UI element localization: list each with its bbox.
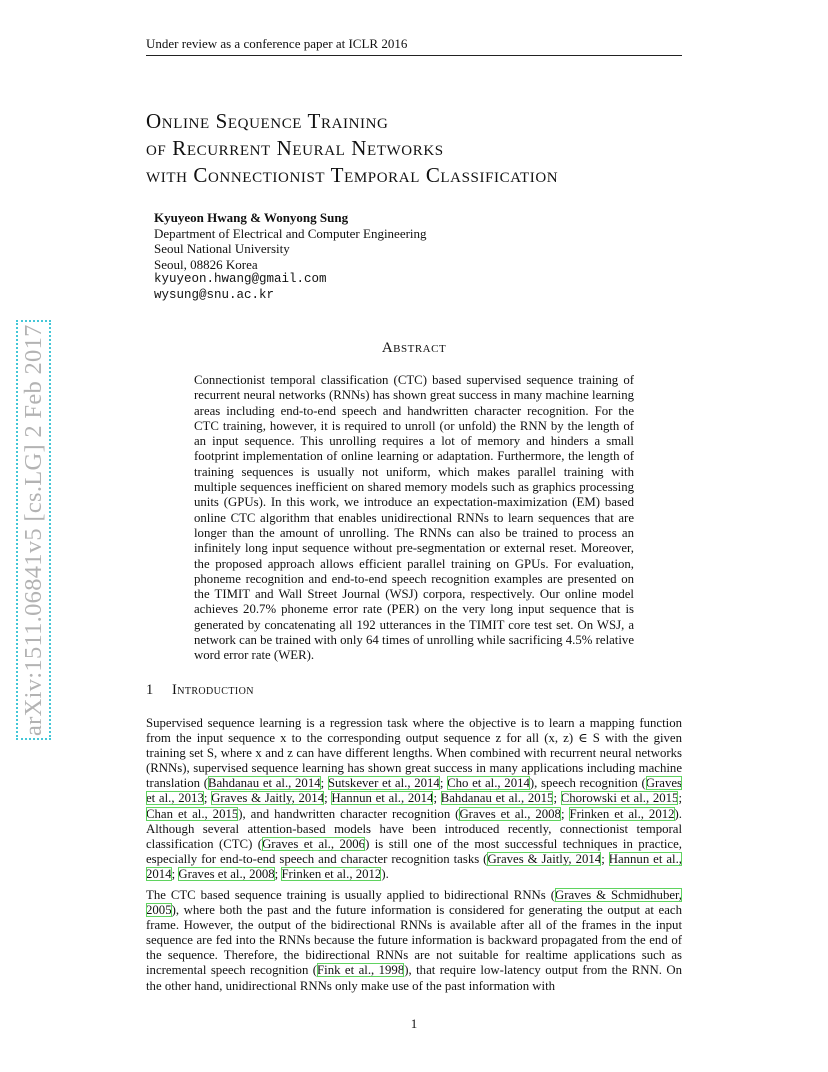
author-block <box>154 210 574 303</box>
running-head: Under review as a conference paper at ICLR 2016 <box>146 36 682 56</box>
author-university: Seoul National University <box>154 241 290 256</box>
citation-link[interactable]: Graves et al., 2006 <box>262 836 366 851</box>
author-email[interactable]: kyuyeon.hwang@gmail.com <box>154 272 327 286</box>
section-heading <box>146 682 682 699</box>
citation-link[interactable]: Chan et al., 2015 <box>146 806 239 821</box>
paragraph-text: ) is still one of the most successful techniques in practice, especially for end-to-end speech and character recognition tasks ( <box>146 836 682 866</box>
citation-link[interactable]: Chorowski et al., 2015 <box>560 791 679 806</box>
citation-link[interactable]: Cho et al., 2014 <box>447 776 530 791</box>
citation-link[interactable]: Graves & Schmidhuber, 2005 <box>146 888 682 918</box>
abstract-text: Connectionist temporal classification (CTC) based supervised sequence training of recurrent neural networks (RNNs) has shown great success in many machine learning areas including end-to-end speech and handwritten character recognition. For the CTC training, however, it is required to unroll (or unfold) the RNN by the length of an input sequence. This unrolling requires a lot of memory and hinders a small footprint implementation of online learning or adaptation. Furthermore, the length of training sequences is usually not uniform, which makes parallel training with multiple sequences inefficient on shared memory models such as graphics processing units (GPUs). In this work, we introduce an expectation-maximization (EM) based online CTC algorithm that enables unidirectional RNNs to learn sequences that are longer than the amount of unrolling. The RNNs can also be trained to process an infinitely long input sequence without pre-segmentation or external reset. Moreover, the proposed approach allows efficient parallel training on GPUs. For evaluation, phoneme recognition and end-to-end speech recognition examples are presented on the TIMIT and Wall Street Journal (WSJ) corpora, respectively. Our online model achieves 20.7% phoneme error rate (PER) on the very long input sequence that is generated by concatenating all 192 utterances in the TIMIT core test set. On WSJ, a network can be trained with only 64 times of unrolling while sacrificing 4.5% relative word error rate (WER). <box>194 373 634 663</box>
title-line: with Connectionist Temporal Classification <box>146 163 559 187</box>
author-address: Seoul, 08826 Korea <box>154 256 258 272</box>
citation-link[interactable]: Graves et al., 2008 <box>178 866 275 881</box>
paragraph-text: The CTC based sequence training is usually applied to bidirectional RNNs ( <box>146 888 555 902</box>
citation-separator: ; <box>439 776 448 791</box>
citation-link[interactable]: Graves & Jaitly, 2014 <box>487 851 602 866</box>
section-number: 1 <box>146 682 154 698</box>
citation-link[interactable]: Hannun et al., 2014 <box>331 791 434 806</box>
citation-separator: ; <box>560 806 570 821</box>
citation-link[interactable]: Hannun et al., 2014 <box>146 851 682 881</box>
paragraph-text: ), that require low-latency output from the RNN. On the other hand, unidirectional RNNs only make use of the past information with <box>146 963 682 993</box>
citation-separator: ; <box>320 776 328 791</box>
citation-separator: ; <box>324 791 332 806</box>
citation-separator: ; <box>433 791 441 806</box>
page-number: 1 <box>410 1016 418 1031</box>
author-department: Department of Electrical and Computer Engineering <box>154 225 427 241</box>
citation-link[interactable]: Graves et al., 2008 <box>459 806 561 821</box>
intro-paragraph-1 <box>146 716 682 882</box>
paper-title <box>146 108 706 189</box>
author-email[interactable]: wysung@snu.ac.kr <box>154 287 275 302</box>
citation-link[interactable]: Fink et al., 1998 <box>317 963 405 978</box>
arxiv-identifier-stamp[interactable] <box>20 266 48 736</box>
section-title: Introduction <box>172 682 254 698</box>
citation-link[interactable]: Sutskever et al., 2014 <box>327 776 440 791</box>
arxiv-identifier-text[interactable]: arXiv:1511.06841v5 [cs.LG] 2 Feb 2017 <box>20 324 47 736</box>
citation-separator: ; <box>203 791 212 806</box>
author-names: Kyuyeon Hwang & Wonyong Sung <box>154 210 349 225</box>
citation-link[interactable]: Bahdanau et al., 2015 <box>440 791 554 806</box>
abstract-heading: Abstract <box>381 340 447 356</box>
title-line: of Recurrent Neural Networks <box>146 136 444 160</box>
paragraph-text: ). <box>381 866 389 881</box>
citation-link[interactable]: Graves et al., 2013 <box>146 776 683 806</box>
title-line: Online Sequence Training <box>146 109 389 133</box>
citation-separator: ; <box>601 851 609 866</box>
citation-link[interactable]: Frinken et al., 2012 <box>569 806 675 821</box>
paragraph-text: ), where both the past and the future information is considered for generating the output at each frame. However, the output of the bidirectional RNNs is available after all of the frames in the input sequence are fed into the RNNs because the future information is backward propagated from the end of the sequence. Therefore, the bidirectional RNNs are not suitable for realtime applications such as incremental speech recognition ( <box>146 903 682 978</box>
intro-paragraph-2 <box>146 888 682 994</box>
citation-link[interactable]: Graves & Jaitly, 2014 <box>211 791 325 806</box>
citation-separator: ; <box>171 866 179 881</box>
paragraph-text: ), and handwritten character recognition ( <box>238 806 460 821</box>
citation-link[interactable]: Frinken et al., 2012 <box>281 866 382 881</box>
citation-separator: ; <box>553 791 561 806</box>
paragraph-text: ). Although several attention-based models have been introduced recently, connectionist temporal classification (CTC) ( <box>146 806 682 851</box>
paragraph-text: ), speech recognition ( <box>529 776 646 791</box>
citation-separator: ; <box>274 866 282 881</box>
citation-link[interactable]: Bahdanau et al., 2014 <box>207 776 321 791</box>
citation-separator: ; <box>678 791 683 806</box>
paragraph-text: Supervised sequence learning is a regression task where the objective is to learn a mapping function from the input sequence x to the corresponding output sequence z for all (x, z) ∈ S with the given training set S, where x and z can have different lengths. When combined with recurrent neural networks (RNNs), supervised sequence learning has shown great success in many applications including machine translation ( <box>146 716 682 791</box>
